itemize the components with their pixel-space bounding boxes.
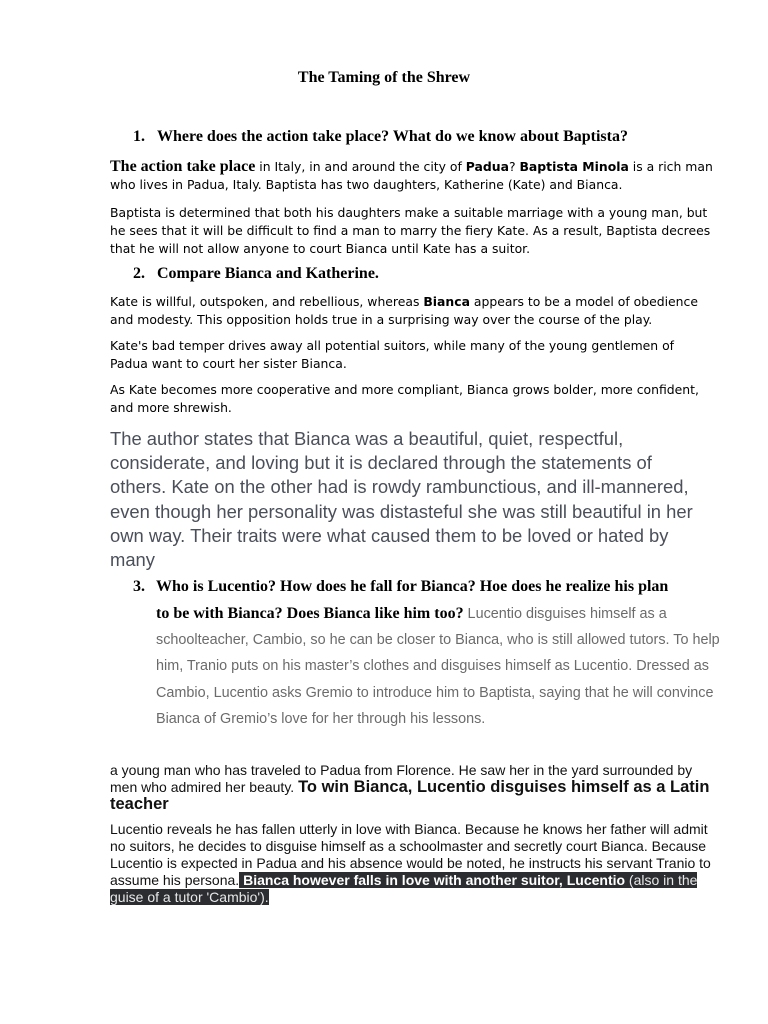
- question-text: Where does the action take place? What do we know about Baptista?: [157, 128, 628, 145]
- question-2: [133, 265, 379, 283]
- answer-lead: The action take place: [110, 158, 256, 175]
- highlighted-text: Bianca however falls in love with another suitor, Lucentio: [239, 872, 626, 888]
- question-3-answer: [156, 601, 723, 732]
- document-title: The Taming of the Shrew: [297, 69, 471, 86]
- answer-text: a young man who has traveled to Padua from Florence. He saw her in the yard surrounded by men who admired her beauty.: [110, 762, 693, 795]
- answer-3b-paragraph: [110, 762, 720, 813]
- bold-term: Bianca: [423, 294, 470, 309]
- answer-text: is a rich man who lives in Padua, Italy. Baptista has two daughters, Katherine (Kate) and Bianca.: [110, 159, 713, 192]
- question-number: 1.: [133, 128, 145, 145]
- answer-2a-paragraph: [110, 293, 715, 329]
- question-3: [133, 578, 723, 596]
- answer-text: in Italy, in and around the city of: [255, 159, 466, 174]
- bold-term: Padua: [465, 159, 509, 174]
- question-text-continued: to be with Bianca? Does Bianca like him too?: [156, 605, 464, 622]
- answer-2c-paragraph: As Kate becomes more cooperative and more compliant, Bianca grows bolder, more confident, and more shrewish.: [110, 382, 699, 415]
- highlighted-text: (also in the guise of a tutor 'Cambio').: [110, 872, 698, 905]
- answer-text: ?: [508, 159, 520, 174]
- bold-term: Baptista Minola: [519, 159, 629, 174]
- answer-3c-paragraph: [110, 821, 720, 906]
- answer-1-paragraph: [110, 158, 715, 194]
- question-text: Who is Lucentio? How does he fall for Bianca? Hoe does he realize his plan: [156, 578, 669, 595]
- question-text: Compare Bianca and Katherine.: [157, 265, 379, 282]
- answer-2d-paragraph: The author states that Bianca was a beautiful, quiet, respectful, considerate, and loving but it is declared through the statements of others. Kate on the other had is rowdy rambunctious, and ill-mannered, even though her personality was distasteful she was still beautiful in her own way. Their traits were what caused them to be loved or hated by many: [110, 428, 693, 571]
- question-number: 2.: [133, 265, 145, 282]
- question-3-block: [133, 578, 723, 732]
- question-number: 3.: [133, 578, 145, 595]
- answer-text: Lucentio reveals he has fallen utterly in love with Bianca. Because he knows her father will admit no suitors, he decides to disguise himself as a schoolmaster and secretly court Bianca. Because Lucentio is expected in Padua and his absence would be noted, he instructs his servant Tranio to assume his persona.: [110, 821, 711, 888]
- answer-2b-paragraph: Kate's bad temper drives away all potential suitors, while many of the young gentlemen of Padua want to court her sister Bianca.: [110, 338, 675, 371]
- answer-1b-paragraph: Baptista is determined that both his daughters make a suitable marriage with a young man, but he sees that it will be difficult to find a man to marry the fiery Kate. As a result, Baptista decrees that he will not allow anyone to court Bianca until Kate has a suitor.: [110, 205, 711, 256]
- answer-text: Lucentio disguises himself as a schoolteacher, Cambio, so he can be closer to Bianca, who is still allowed tutors. To help him, Tranio puts on his master’s clothes and disguises himself as Lucentio. Dressed as Cambio, Lucentio asks Gremio to introduce him to Baptista, saying that he will convince Bianca of Gremio’s love for her through his lessons.: [156, 606, 720, 727]
- emphasis-text: To win Bianca, Lucentio disguises himself as a Latin teacher: [110, 778, 710, 813]
- question-1: [133, 128, 628, 146]
- answer-text: appears to be a model of obedience and modesty. This opposition holds true in a surprising way over the course of the play.: [110, 294, 698, 327]
- answer-text: Kate is willful, outspoken, and rebellious, whereas: [110, 294, 424, 309]
